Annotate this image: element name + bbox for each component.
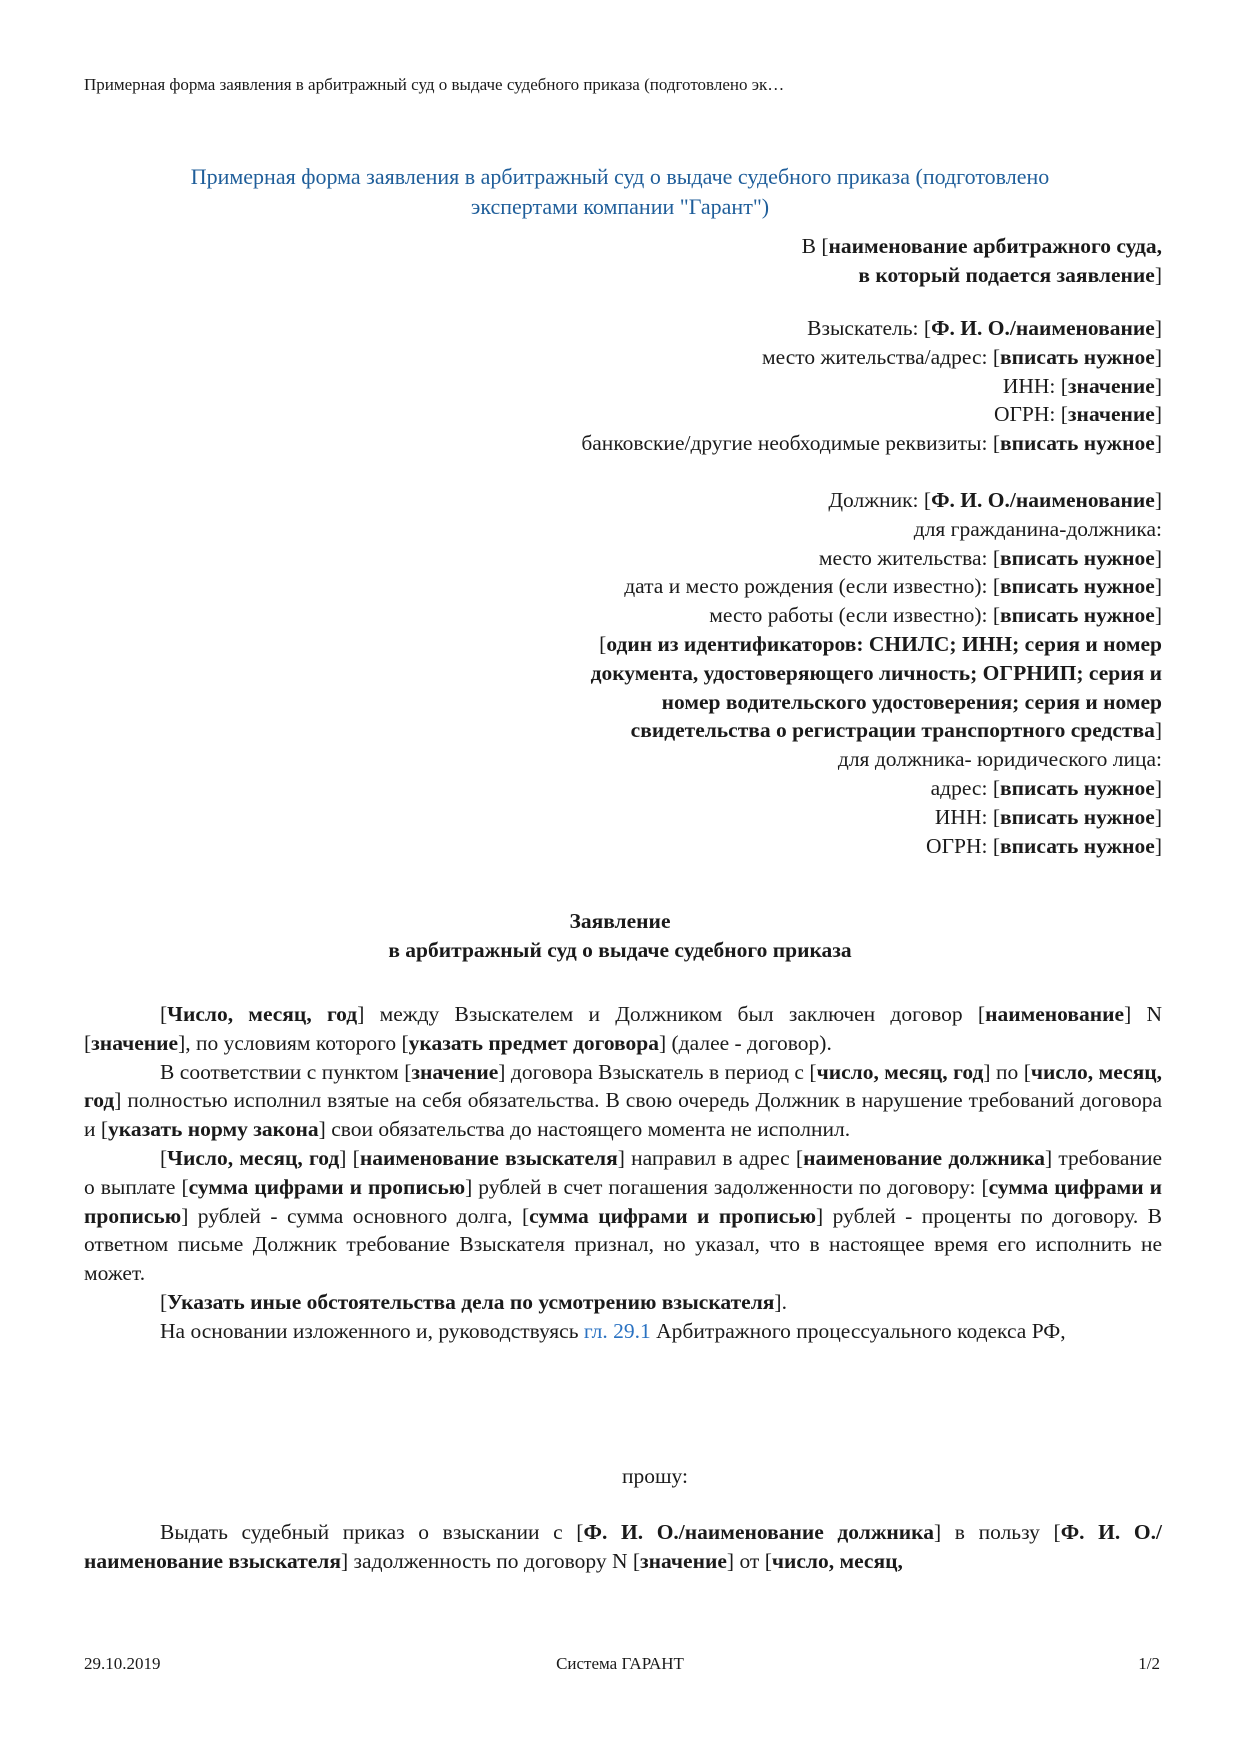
paragraph-4: [Указать иные обстоятельства дела по усмотрению взыскателя]. [160, 1289, 787, 1314]
debtor-block [84, 486, 1162, 860]
debtor-ogrn-line: ОГРН: [вписать нужное] [926, 833, 1162, 858]
document-title-line2: экспертами компании "Гарант") [470, 194, 770, 219]
request-body [84, 1518, 1162, 1576]
court-line-1: В [наименование арбитражного суда, [801, 234, 1162, 258]
document-title [84, 162, 1156, 222]
statement-heading-line2: в арбитражный суд о выдаче судебного приказа [388, 938, 852, 962]
paragraph-3: [Число, месяц, год] [наименование взыскателя] направил в адрес [наименование должника] требование о выплате [сумма цифрами и прописью] рублей в счет погашения задолженности по договору: [сумма цифрами и прописью] рублей - сумма основного долга, [сумма цифрами и прописью] рублей - проценты по договору. В ответном письме Должник требование Взыскателя признал, но указал, что в настоящее время его исполнить не может. [84, 1145, 1163, 1286]
code-chapter-link[interactable]: гл. 29.1 [583, 1318, 651, 1343]
debtor-citizen-heading: для гражданина-должника: [913, 516, 1162, 541]
statement-heading [84, 907, 1156, 965]
claimant-name-line: Взыскатель: [Ф. И. О./наименование] [807, 316, 1162, 340]
debtor-name-line: Должник: [Ф. И. О./наименование] [828, 488, 1162, 512]
debtor-inn-line: ИНН: [вписать нужное] [934, 804, 1162, 829]
debtor-identifiers-line-2: документа, удостоверяющего личность; ОГРНИП; серия и [590, 660, 1162, 685]
request-word: прошу: [621, 1464, 688, 1488]
paragraph-6: Выдать судебный приказ о взыскании с [Ф. И. О./наименование должника] в пользу [Ф. И. О./наименование взыскателя] задолженность по договору N [значение] от [число, месяц, [84, 1520, 1162, 1573]
running-header: Примерная форма заявления в арбитражный суд о выдаче судебного приказа (подготовлено эк… [84, 75, 785, 94]
debtor-address-line: адрес: [вписать нужное] [930, 775, 1162, 800]
claimant-block [84, 314, 1162, 458]
debtor-identifiers-line-4: свидетельства о регистрации транспортного средства] [630, 718, 1162, 743]
footer-page-number: 1/2 [1138, 1654, 1160, 1673]
debtor-birth-line: дата и место рождения (если известно): [вписать нужное] [624, 574, 1162, 599]
claimant-inn-line: ИНН: [значение] [1002, 373, 1162, 398]
paragraph-1: [Число, месяц, год] между Взыскателем и Должником был заключен договор [наименование] N [значение], по условиям которого [указать предмет договора] (далее - договор). [84, 1002, 1162, 1055]
statement-heading-line1: Заявление [569, 909, 671, 933]
debtor-work-line: место работы (если известно): [вписать нужное] [709, 603, 1162, 628]
claimant-ogrn-line: ОГРН: [значение] [993, 402, 1162, 427]
statement-body [84, 1000, 1162, 1346]
debtor-legal-heading: для должника- юридического лица: [837, 747, 1162, 772]
court-line-2: в который подается заявление] [858, 262, 1162, 287]
document-title-line1: Примерная форма заявления в арбитражный суд о выдаче судебного приказа (подготовлено [190, 164, 1050, 189]
court-block [84, 232, 1162, 290]
claimant-address-line: место жительства/адрес: [вписать нужное] [762, 344, 1162, 369]
footer-system-name: Система ГАРАНТ [556, 1654, 684, 1673]
paragraph-2: В соответствии с пунктом [значение] договора Взыскатель в период с [число, месяц, год] по [число, месяц, год] полностью исполнил взятые на себя обязательства. В свою очередь Должник в нарушение требований договора и [указать норму закона] свои обязательства до настоящего момента не исполнил. [84, 1059, 1162, 1142]
debtor-identifiers-line-1: [один из идентификаторов: СНИЛС; ИНН; серия и номер [599, 631, 1162, 656]
debtor-residence-line: место жительства: [вписать нужное] [818, 545, 1162, 570]
claimant-bank-line: банковские/другие необходимые реквизиты: [вписать нужное] [581, 431, 1162, 456]
paragraph-5: На основании изложенного и, руководствуясь гл. 29.1 Арбитражного процессуального кодекса РФ, [160, 1318, 1066, 1343]
debtor-identifiers-line-3: номер водительского удостоверения; серия и номер [661, 689, 1162, 714]
footer-date: 29.10.2019 [84, 1654, 161, 1673]
